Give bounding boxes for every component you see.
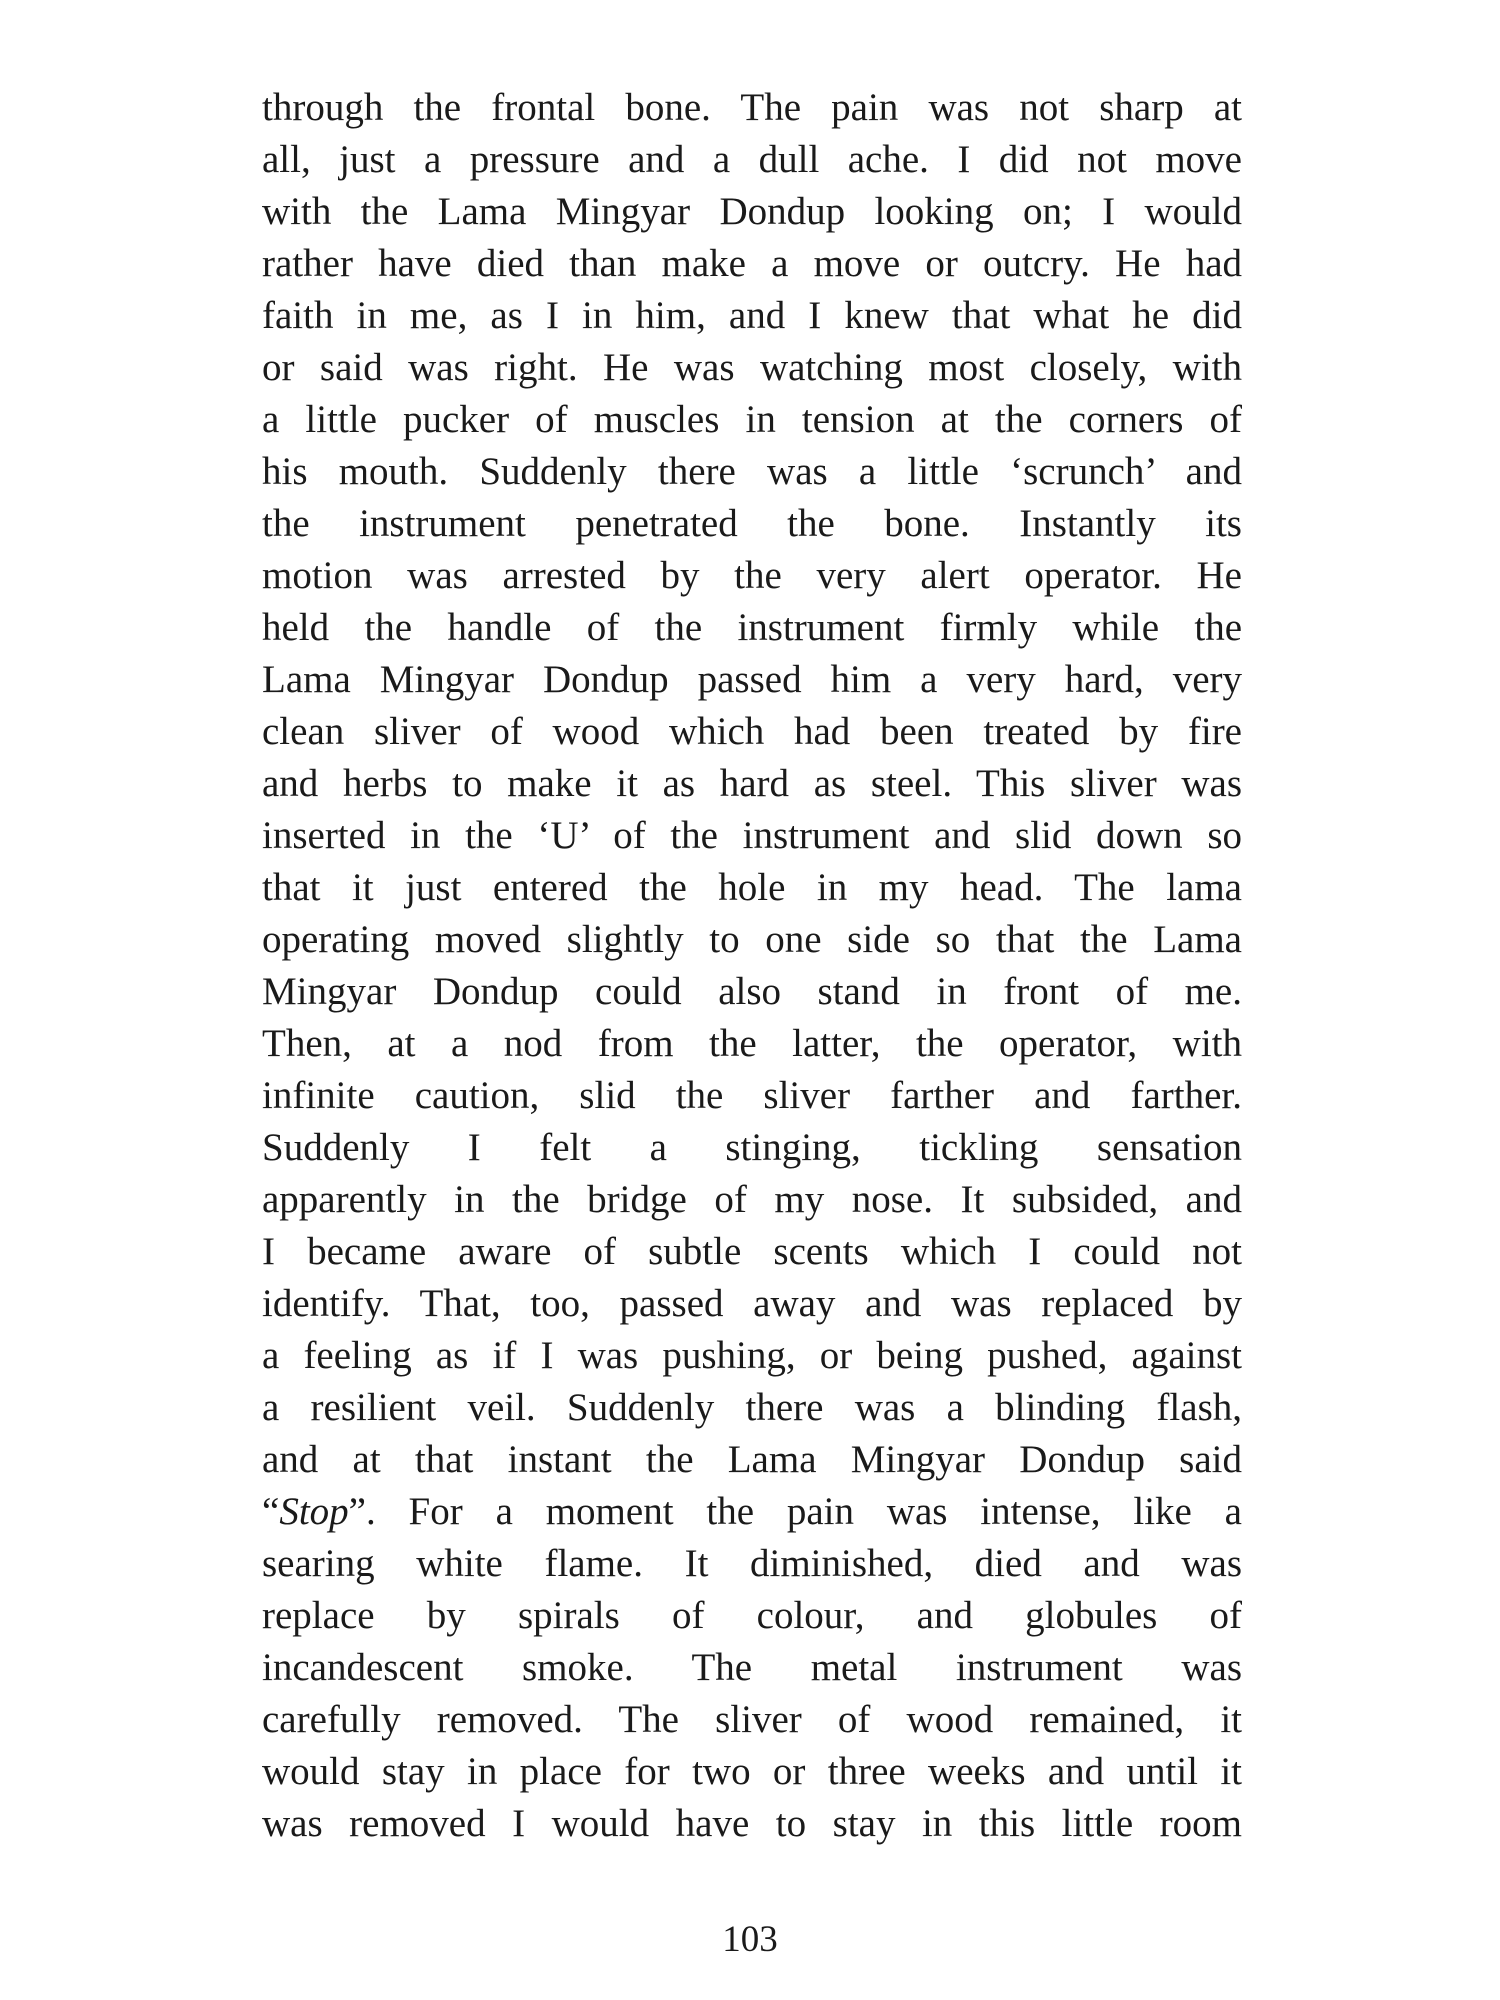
page-number: 103: [722, 1919, 778, 1960]
text-line: and herbs to make it as hard as steel. This sliver was: [262, 762, 1242, 805]
text-line: replace by spirals of colour, and globules of: [262, 1594, 1242, 1637]
text-line: his mouth. Suddenly there was a little ‘scrunch’ and: [262, 450, 1242, 493]
text-line: the instrument penetrated the bone. Instantly its: [262, 502, 1242, 545]
text-line: identify. That, too, passed away and was replaced by: [262, 1282, 1242, 1325]
text-line: inserted in the ‘U’ of the instrument and slid down so: [262, 814, 1242, 857]
text-line: Suddenly I felt a stinging, tickling sensation: [262, 1126, 1242, 1169]
text-line-rest: ”. For a moment the pain was intense, like a: [348, 1490, 1242, 1533]
text-line: Mingyar Dondup could also stand in front of me.: [262, 970, 1242, 1013]
text-line: incandescent smoke. The metal instrument was: [262, 1646, 1242, 1689]
text-line: through the frontal bone. The pain was not sharp at: [262, 86, 1242, 129]
open-quote: “: [262, 1490, 280, 1533]
text-line: searing white flame. It diminished, died and was: [262, 1542, 1242, 1585]
text-line-stop: [262, 1486, 1242, 1538]
text-line: held the handle of the instrument firmly while the: [262, 606, 1242, 649]
text-line: I became aware of subtle scents which I could not: [262, 1230, 1242, 1273]
text-line: operating moved slightly to one side so that the Lama: [262, 918, 1242, 961]
text-line: carefully removed. The sliver of wood remained, it: [262, 1698, 1242, 1741]
text-line: Lama Mingyar Dondup passed him a very hard, very: [262, 658, 1242, 701]
text-line: a resilient veil. Suddenly there was a blinding flash,: [262, 1386, 1242, 1429]
text-line: all, just a pressure and a dull ache. I did not move: [262, 138, 1242, 181]
text-line: and at that instant the Lama Mingyar Dondup said: [262, 1438, 1242, 1481]
text-line: with the Lama Mingyar Dondup looking on; I would: [262, 190, 1242, 233]
text-line: a little pucker of muscles in tension at the corners of: [262, 398, 1242, 441]
text-line: apparently in the bridge of my nose. It subsided, and: [262, 1178, 1242, 1221]
text-line: or said was right. He was watching most closely, with: [262, 346, 1242, 389]
text-line: infinite caution, slid the sliver farther and farther.: [262, 1074, 1242, 1117]
text-line: that it just entered the hole in my head. The lama: [262, 866, 1242, 909]
text-line: rather have died than make a move or outcry. He had: [262, 242, 1242, 285]
text-line: was removed I would have to stay in this little room: [262, 1802, 1242, 1845]
body-text: [262, 82, 1242, 1850]
text-line: a feeling as if I was pushing, or being pushed, against: [262, 1334, 1242, 1377]
text-line: faith in me, as I in him, and I knew that what he did: [262, 294, 1242, 337]
text-line: would stay in place for two or three weeks and until it: [262, 1750, 1242, 1793]
text-line: Then, at a nod from the latter, the operator, with: [262, 1022, 1242, 1065]
text-line: motion was arrested by the very alert operator. He: [262, 554, 1242, 597]
italic-stop: Stop: [279, 1490, 349, 1533]
text-line: clean sliver of wood which had been treated by fire: [262, 710, 1242, 753]
